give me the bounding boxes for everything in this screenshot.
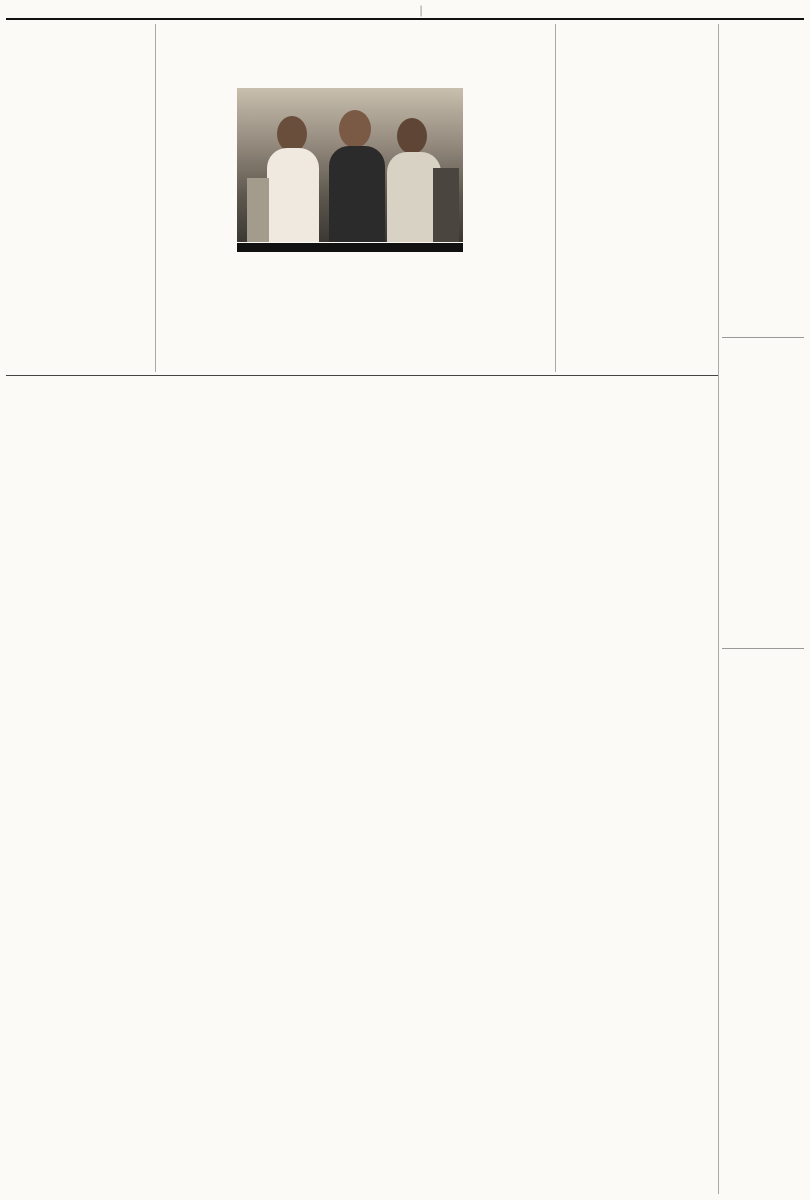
header-title: | bbox=[419, 3, 423, 17]
mahila-story bbox=[6, 24, 152, 372]
tribute-banner bbox=[6, 379, 416, 404]
water-story bbox=[722, 24, 804, 334]
fire-story bbox=[559, 24, 714, 372]
fire-col-2 bbox=[639, 96, 714, 372]
traffic-story bbox=[722, 337, 804, 645]
lead-col-4 bbox=[469, 88, 551, 371]
fire-col-1 bbox=[559, 96, 634, 372]
page-header bbox=[6, 0, 804, 20]
photo-caption bbox=[237, 243, 463, 252]
lead-col-3 bbox=[314, 255, 386, 371]
lead-story bbox=[159, 22, 551, 372]
lead-col-2 bbox=[237, 255, 309, 371]
accident-story bbox=[722, 648, 804, 738]
lead-col-1 bbox=[159, 88, 231, 371]
protest-photo bbox=[237, 88, 463, 242]
